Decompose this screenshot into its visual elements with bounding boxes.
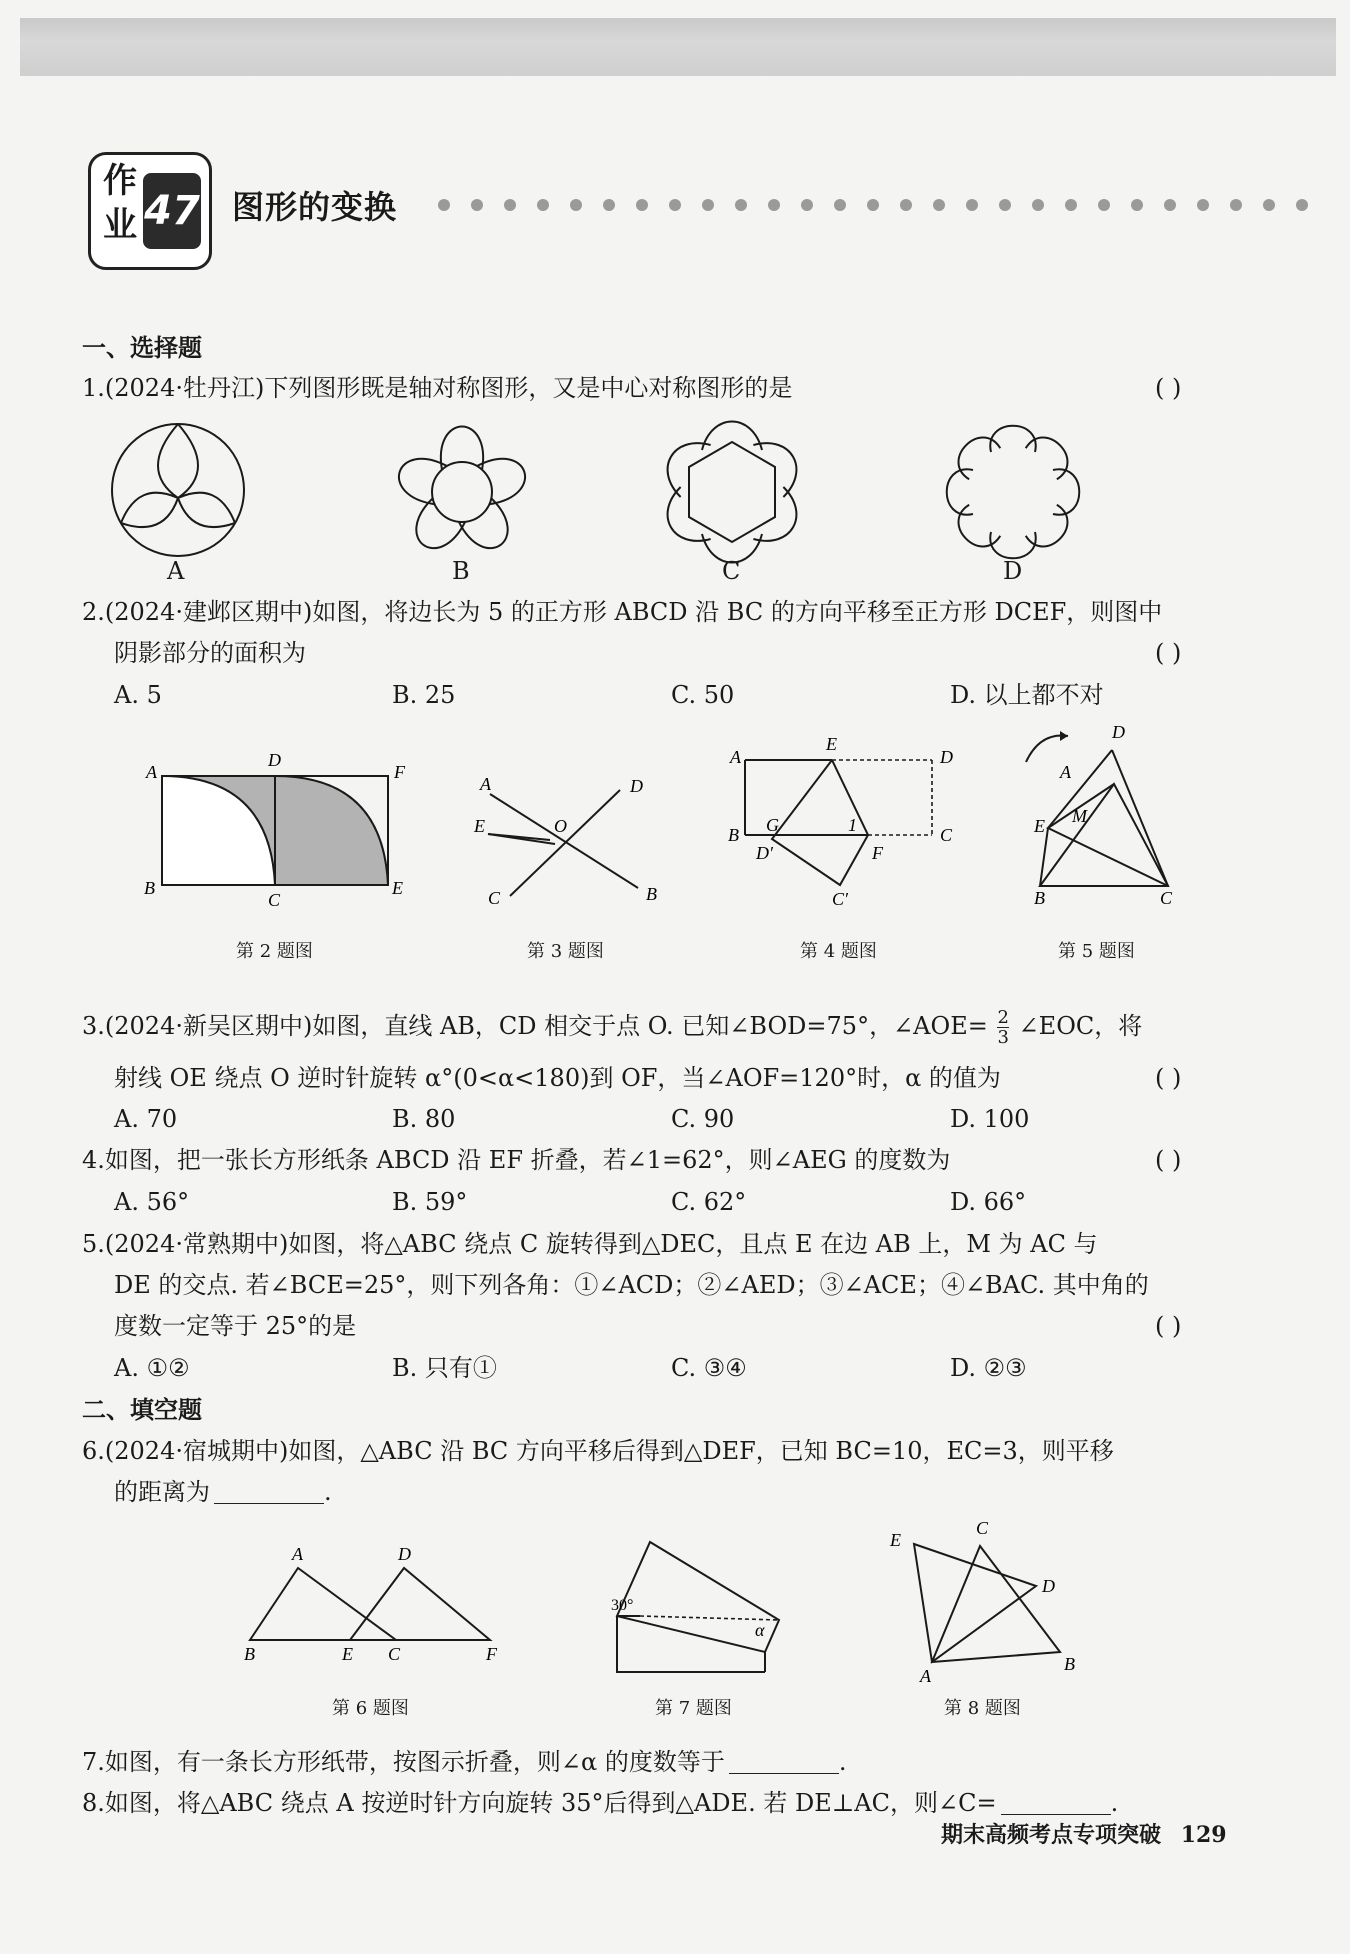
fig8-label-d: D [1042, 1576, 1055, 1596]
figure-2-caption: 第 2 题图 [236, 941, 313, 962]
fig6-label-b: B [244, 1644, 255, 1664]
fig2-label-e: E [392, 878, 403, 898]
figure-option-c [656, 422, 808, 563]
question-5-line-3: 度数一定等于 25°的是 [114, 1312, 357, 1340]
question-6-line-2-wrap [114, 1477, 332, 1507]
question-3-fraction [997, 1008, 1008, 1047]
homework-badge [88, 152, 212, 270]
badge-char-2: 业 [103, 205, 137, 245]
question-1-figures [100, 412, 1250, 592]
figure-5-caption: 第 5 题图 [1058, 941, 1135, 962]
badge-number: 47 [143, 173, 201, 249]
fig4-label-f: F [872, 843, 883, 863]
fig4-label-d-prime: D′ [756, 843, 773, 863]
figure-3-caption: 第 3 题图 [527, 941, 604, 962]
fig8-label-c: C [976, 1518, 989, 1538]
fig4-label-b: B [728, 825, 739, 845]
fig3-label-e: E [474, 816, 485, 836]
fig5-label-a: A [1060, 762, 1071, 782]
fig6-label-e: E [342, 1644, 353, 1664]
question-4-answer-paren: ( ) [1155, 1146, 1182, 1174]
fig8-label-e: E [890, 1530, 901, 1550]
question-2-option-a: A. 5 [114, 681, 162, 709]
fig4-label-c-prime: C′ [832, 889, 848, 909]
question-4-option-c: C. 62° [671, 1188, 747, 1216]
question-7-text: 7.如图，有一条长方形纸带，按图示折叠，则∠α 的度数等于 [82, 1748, 725, 1776]
fig8-label-a: A [920, 1666, 931, 1686]
fig4-label-g: G [766, 815, 779, 835]
question-1-answer-paren: ( ) [1155, 374, 1182, 402]
question-1-text: 1.(2024·牡丹江)下列图形既是轴对称图形，又是中心对称图形的是 [82, 374, 793, 402]
figure-5 [1020, 720, 1200, 920]
figure-3 [470, 770, 670, 920]
figure-6 [240, 1540, 510, 1670]
question-6-end: . [324, 1478, 332, 1506]
option-label-c: C [722, 557, 741, 585]
fig8-label-b: B [1064, 1654, 1075, 1674]
question-7-wrap [82, 1747, 846, 1777]
figure-4-caption: 第 4 题图 [800, 941, 877, 962]
fig7-label-alpha: α [755, 1620, 765, 1640]
question-5-answer-paren: ( ) [1155, 1312, 1182, 1340]
question-2-answer-paren: ( ) [1155, 639, 1182, 667]
question-8-text: 8.如图，将△ABC 绕点 A 按逆时针方向旋转 35°后得到△ADE. 若 DE⊥AC，则∠C= [82, 1789, 997, 1817]
question-3-option-b: B. 80 [392, 1105, 456, 1133]
question-2-option-d: D. 以上都不对 [950, 681, 1104, 709]
question-2-line-2: 阴影部分的面积为 [114, 639, 306, 667]
question-5-line-1: 5.(2024·常熟期中)如图，将△ABC 绕点 C 旋转得到△DEC，且点 E 在边 AB 上，M 为 AC 与 [82, 1230, 1098, 1258]
fig3-label-b: B [646, 884, 657, 904]
question-3-option-c: C. 90 [671, 1105, 735, 1133]
answer-blank-7[interactable] [729, 1749, 839, 1774]
top-scan-band [20, 18, 1336, 76]
question-2-option-c: C. 50 [671, 681, 735, 709]
badge-char-1: 作 [103, 161, 137, 201]
fig3-label-d: D [630, 776, 643, 796]
question-4-option-d: D. 66° [950, 1188, 1027, 1216]
page-title: 图形的变换 [232, 188, 398, 226]
fig5-label-d: D [1112, 722, 1125, 742]
answer-blank-8[interactable] [1001, 1790, 1111, 1815]
fraction-numerator: 2 [997, 1007, 1009, 1028]
fig3-label-a: A [480, 774, 491, 794]
question-5-option-c: C. ③④ [671, 1354, 747, 1382]
fig4-label-e: E [826, 734, 837, 754]
title-dot-leader [438, 196, 1329, 215]
figure-7-caption: 第 7 题图 [655, 1698, 732, 1719]
fig5-label-e: E [1034, 816, 1045, 836]
figure-option-a [112, 424, 244, 556]
fig5-label-c: C [1160, 888, 1173, 908]
page-number: 129 [1180, 1822, 1227, 1848]
figure-4 [720, 735, 970, 915]
question-5-option-a: A. ①② [114, 1354, 190, 1382]
fig4-label-a: A [730, 747, 741, 767]
figure-option-d [947, 426, 1080, 559]
figure-8-caption: 第 8 题图 [944, 1698, 1021, 1719]
fig4-label-1: 1 [848, 815, 857, 835]
fig3-label-o: O [554, 816, 567, 836]
option-label-b: B [452, 557, 470, 585]
fig4-label-c: C [940, 825, 953, 845]
option-label-a: A [167, 557, 185, 585]
fig2-label-f: F [394, 762, 405, 782]
question-3-line-1 [82, 1008, 1142, 1047]
page-footer [941, 1818, 1227, 1849]
option-label-d: D [1003, 557, 1023, 585]
fig5-label-m: M [1072, 806, 1087, 826]
question-3-answer-paren: ( ) [1155, 1064, 1182, 1092]
question-4-option-a: A. 56° [114, 1188, 190, 1216]
question-3-option-d: D. 100 [950, 1105, 1030, 1133]
fig2-label-a: A [146, 762, 157, 782]
question-5-option-d: D. ②③ [950, 1354, 1027, 1382]
question-3-line-1-start: 3.(2024·新吴区期中)如图，直线 AB，CD 相交于点 O. 已知∠BOD=75°，∠AOE= [82, 1012, 988, 1040]
fig6-label-f: F [486, 1644, 497, 1664]
question-5-option-b: B. 只有① [392, 1354, 497, 1382]
question-2-option-b: B. 25 [392, 681, 456, 709]
footer-book-title: 期末高频考点专项突破 [941, 1823, 1162, 1848]
question-4-option-b: B. 59° [392, 1188, 468, 1216]
section-heading-choice: 一、选择题 [82, 334, 202, 362]
section-heading-fill: 二、填空题 [82, 1396, 202, 1424]
question-6-line-1: 6.(2024·宿城期中)如图，△ABC 沿 BC 方向平移后得到△DEF，已知 BC=10，EC=3，则平移 [82, 1437, 1114, 1465]
fig4-label-d: D [940, 747, 953, 767]
fraction-denominator: 3 [997, 1027, 1009, 1048]
figure-2 [140, 750, 420, 910]
question-8-wrap [82, 1788, 1118, 1818]
answer-blank-6[interactable] [214, 1479, 324, 1504]
figure-option-b [393, 427, 531, 558]
question-3-line-1-end: ∠EOC，将 [1018, 1012, 1143, 1040]
figure-6-caption: 第 6 题图 [332, 1698, 409, 1719]
question-7-end: . [838, 1748, 847, 1776]
fig6-label-a: A [292, 1544, 303, 1564]
fig2-label-c: C [268, 890, 281, 910]
fig2-label-d: D [268, 750, 281, 770]
fig7-label-30: 30° [611, 1597, 634, 1614]
question-5-line-2: DE 的交点. 若∠BCE=25°，则下列各角：①∠ACD；②∠AED；③∠ACE；④∠BAC. 其中角的 [114, 1271, 1149, 1299]
figure-7 [605, 1530, 805, 1680]
question-8-end: . [1110, 1789, 1119, 1817]
fig3-label-c: C [488, 888, 501, 908]
question-3-line-2: 射线 OE 绕点 O 逆时针旋转 α°(0<α<180)到 OF，当∠AOF=120°时，α 的值为 [114, 1064, 1001, 1092]
question-3-option-a: A. 70 [114, 1105, 178, 1133]
question-6-line-2: 的距离为 [114, 1478, 210, 1506]
fig5-label-b: B [1034, 888, 1045, 908]
figure-8 [880, 1520, 1100, 1690]
question-2-line-1: 2.(2024·建邺区期中)如图，将边长为 5 的正方形 ABCD 沿 BC 的方向平移至正方形 DCEF，则图中 [82, 598, 1163, 626]
fig6-label-d: D [398, 1544, 411, 1564]
question-4-text: 4.如图，把一张长方形纸条 ABCD 沿 EF 折叠，若∠1=62°，则∠AEG 的度数为 [82, 1146, 951, 1174]
fig6-label-c: C [388, 1644, 401, 1664]
fig2-label-b: B [144, 878, 155, 898]
